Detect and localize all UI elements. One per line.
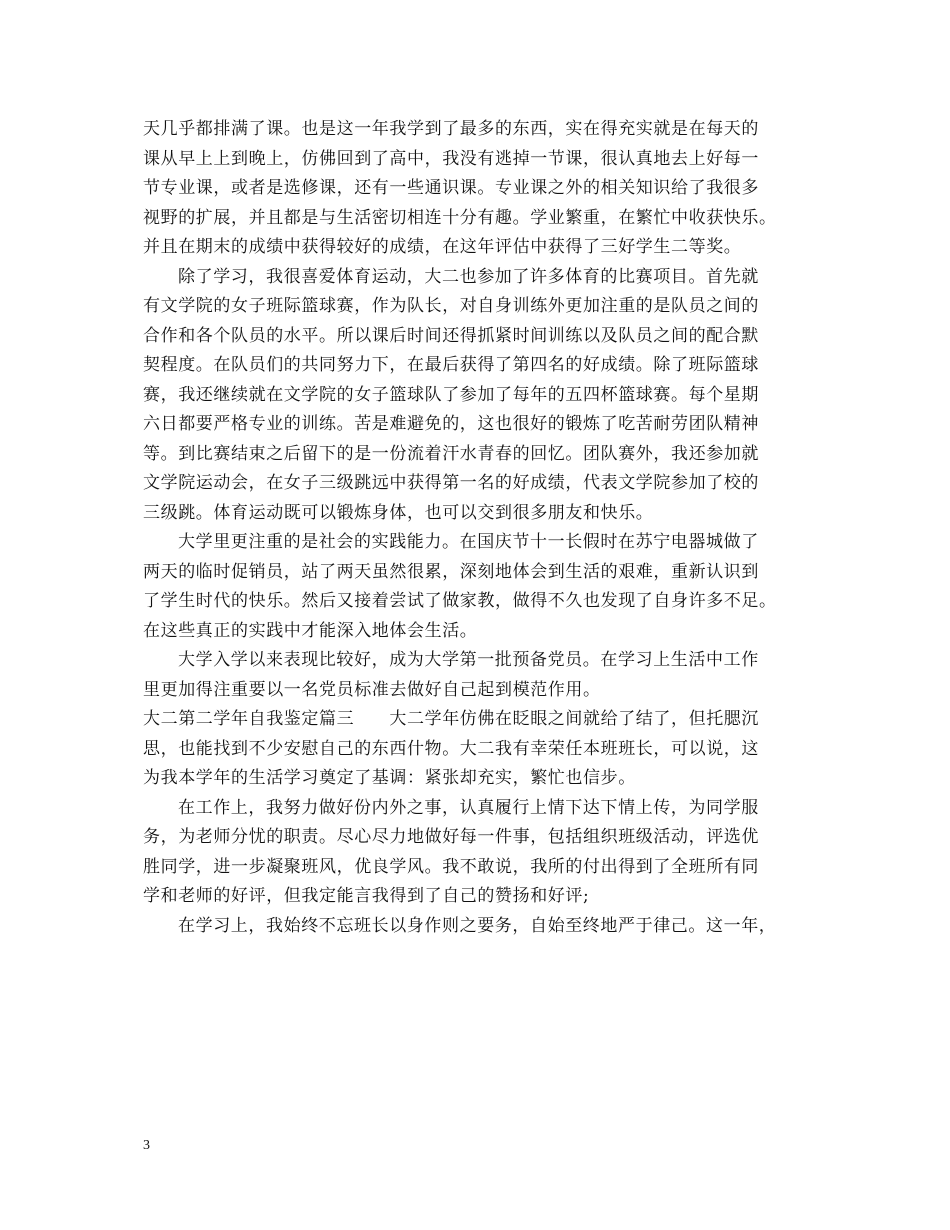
text-line: 大学里更注重的是社会的实践能力。在国庆节十一长假时在苏宁电器城做了 xyxy=(178,532,759,552)
text-line: 学和老师的好评，但我定能言我得到了自己的赞扬和好评; xyxy=(143,886,590,906)
text-line: 在学习上，我始终不忘班长以身作则之要务，自始至终地严于律己。这一年， xyxy=(178,915,777,936)
text-line: 六日都要严格专业的训练。苦是难避免的，这也很好的锻炼了吃苦耐劳团队精神 xyxy=(143,414,759,434)
text-line: 思，也能找到不少安慰自己的东西什物。大二我有幸荣任本班班长，可以说，这 xyxy=(143,738,759,759)
text-line: 大学入学以来表现比较好，成为大学第一批预备党员。在学习上生活中工作 xyxy=(178,650,759,670)
page-number: 3 xyxy=(143,1138,150,1153)
text-line: 大二第二学年自我鉴定篇三 大二学年仿佛在眨眼之间就给了结了，但托腮沉 xyxy=(143,709,759,729)
text-line: 胜同学，进一步凝聚班风，优良学风。我不敢说，我所的付出得到了全班所有同 xyxy=(143,856,759,877)
text-line: 文学院运动会，在女子三级跳远中获得第一名的好成绩，代表文学院参加了校的 xyxy=(143,473,759,493)
text-line: 三级跳。体育运动既可以锻炼身体，也可以交到很多朋友和快乐。 xyxy=(143,502,654,523)
text-line: 节专业课，或者是选修课，还有一些通识课。专业课之外的相关知识给了我很多 xyxy=(143,178,759,198)
text-line: 并且在期末的成绩中获得较好的成绩，在这年评估中获得了三好学生二等奖。 xyxy=(143,237,742,257)
text-line: 有文学院的女子班际篮球赛，作为队长，对自身训练外更加注重的是队员之间的 xyxy=(143,296,759,316)
text-line: 等。到比赛结束之后留下的是一份流着汗水青春的回忆。团队赛外，我还参加就 xyxy=(143,443,759,464)
text-line: 里更加得注重要以一名党员标准去做好自己起到模范作用。 xyxy=(143,679,601,700)
text-line: 天几乎都排满了课。也是这一年我学到了最多的东西，实在得充实就是在每天的 xyxy=(143,119,759,139)
text-line: 赛，我还继续就在文学院的女子篮球队了参加了每年的五四杯篮球赛。每个星期 xyxy=(143,384,759,405)
text-line: 两天的临时促销员，站了两天虽然很累，深刻地体会到生活的艰难，重新认识到 xyxy=(143,561,759,582)
body-text xyxy=(143,115,823,941)
text-line: 在这些真正的实践中才能深入地体会生活。 xyxy=(143,620,478,641)
text-line: 契程度。在队员们的共同努力下，在最后获得了第四名的好成绩。除了班际篮球 xyxy=(143,355,759,375)
text-line: 务，为老师分忧的职责。尽心尽力地做好每一件事，包括组织班级活动，评选优 xyxy=(143,827,759,847)
text-line: 课从早上上到晚上，仿佛回到了高中，我没有逃掉一节课，很认真地去上好每一 xyxy=(143,148,759,169)
text-line: 了学生时代的快乐。然后又接着尝试了做家教，做得不久也发现了自身许多不足。 xyxy=(143,591,777,611)
text-line: 视野的扩展，并且都是与生活密切相连十分有趣。学业繁重，在繁忙中收获快乐。 xyxy=(143,207,777,228)
text-line: 为我本学年的生活学习奠定了基调：紧张却充实，繁忙也信步。 xyxy=(143,768,636,788)
text-line: 在工作上，我努力做好份内外之事，认真履行上情下达下情上传，为同学服 xyxy=(178,797,759,818)
text-line: 除了学习，我很喜爱体育运动，大二也参加了许多体育的比赛项目。首先就 xyxy=(178,266,759,287)
text-line: 合作和各个队员的水平。所以课后时间还得抓紧时间训练以及队员之间的配合默 xyxy=(143,325,759,346)
